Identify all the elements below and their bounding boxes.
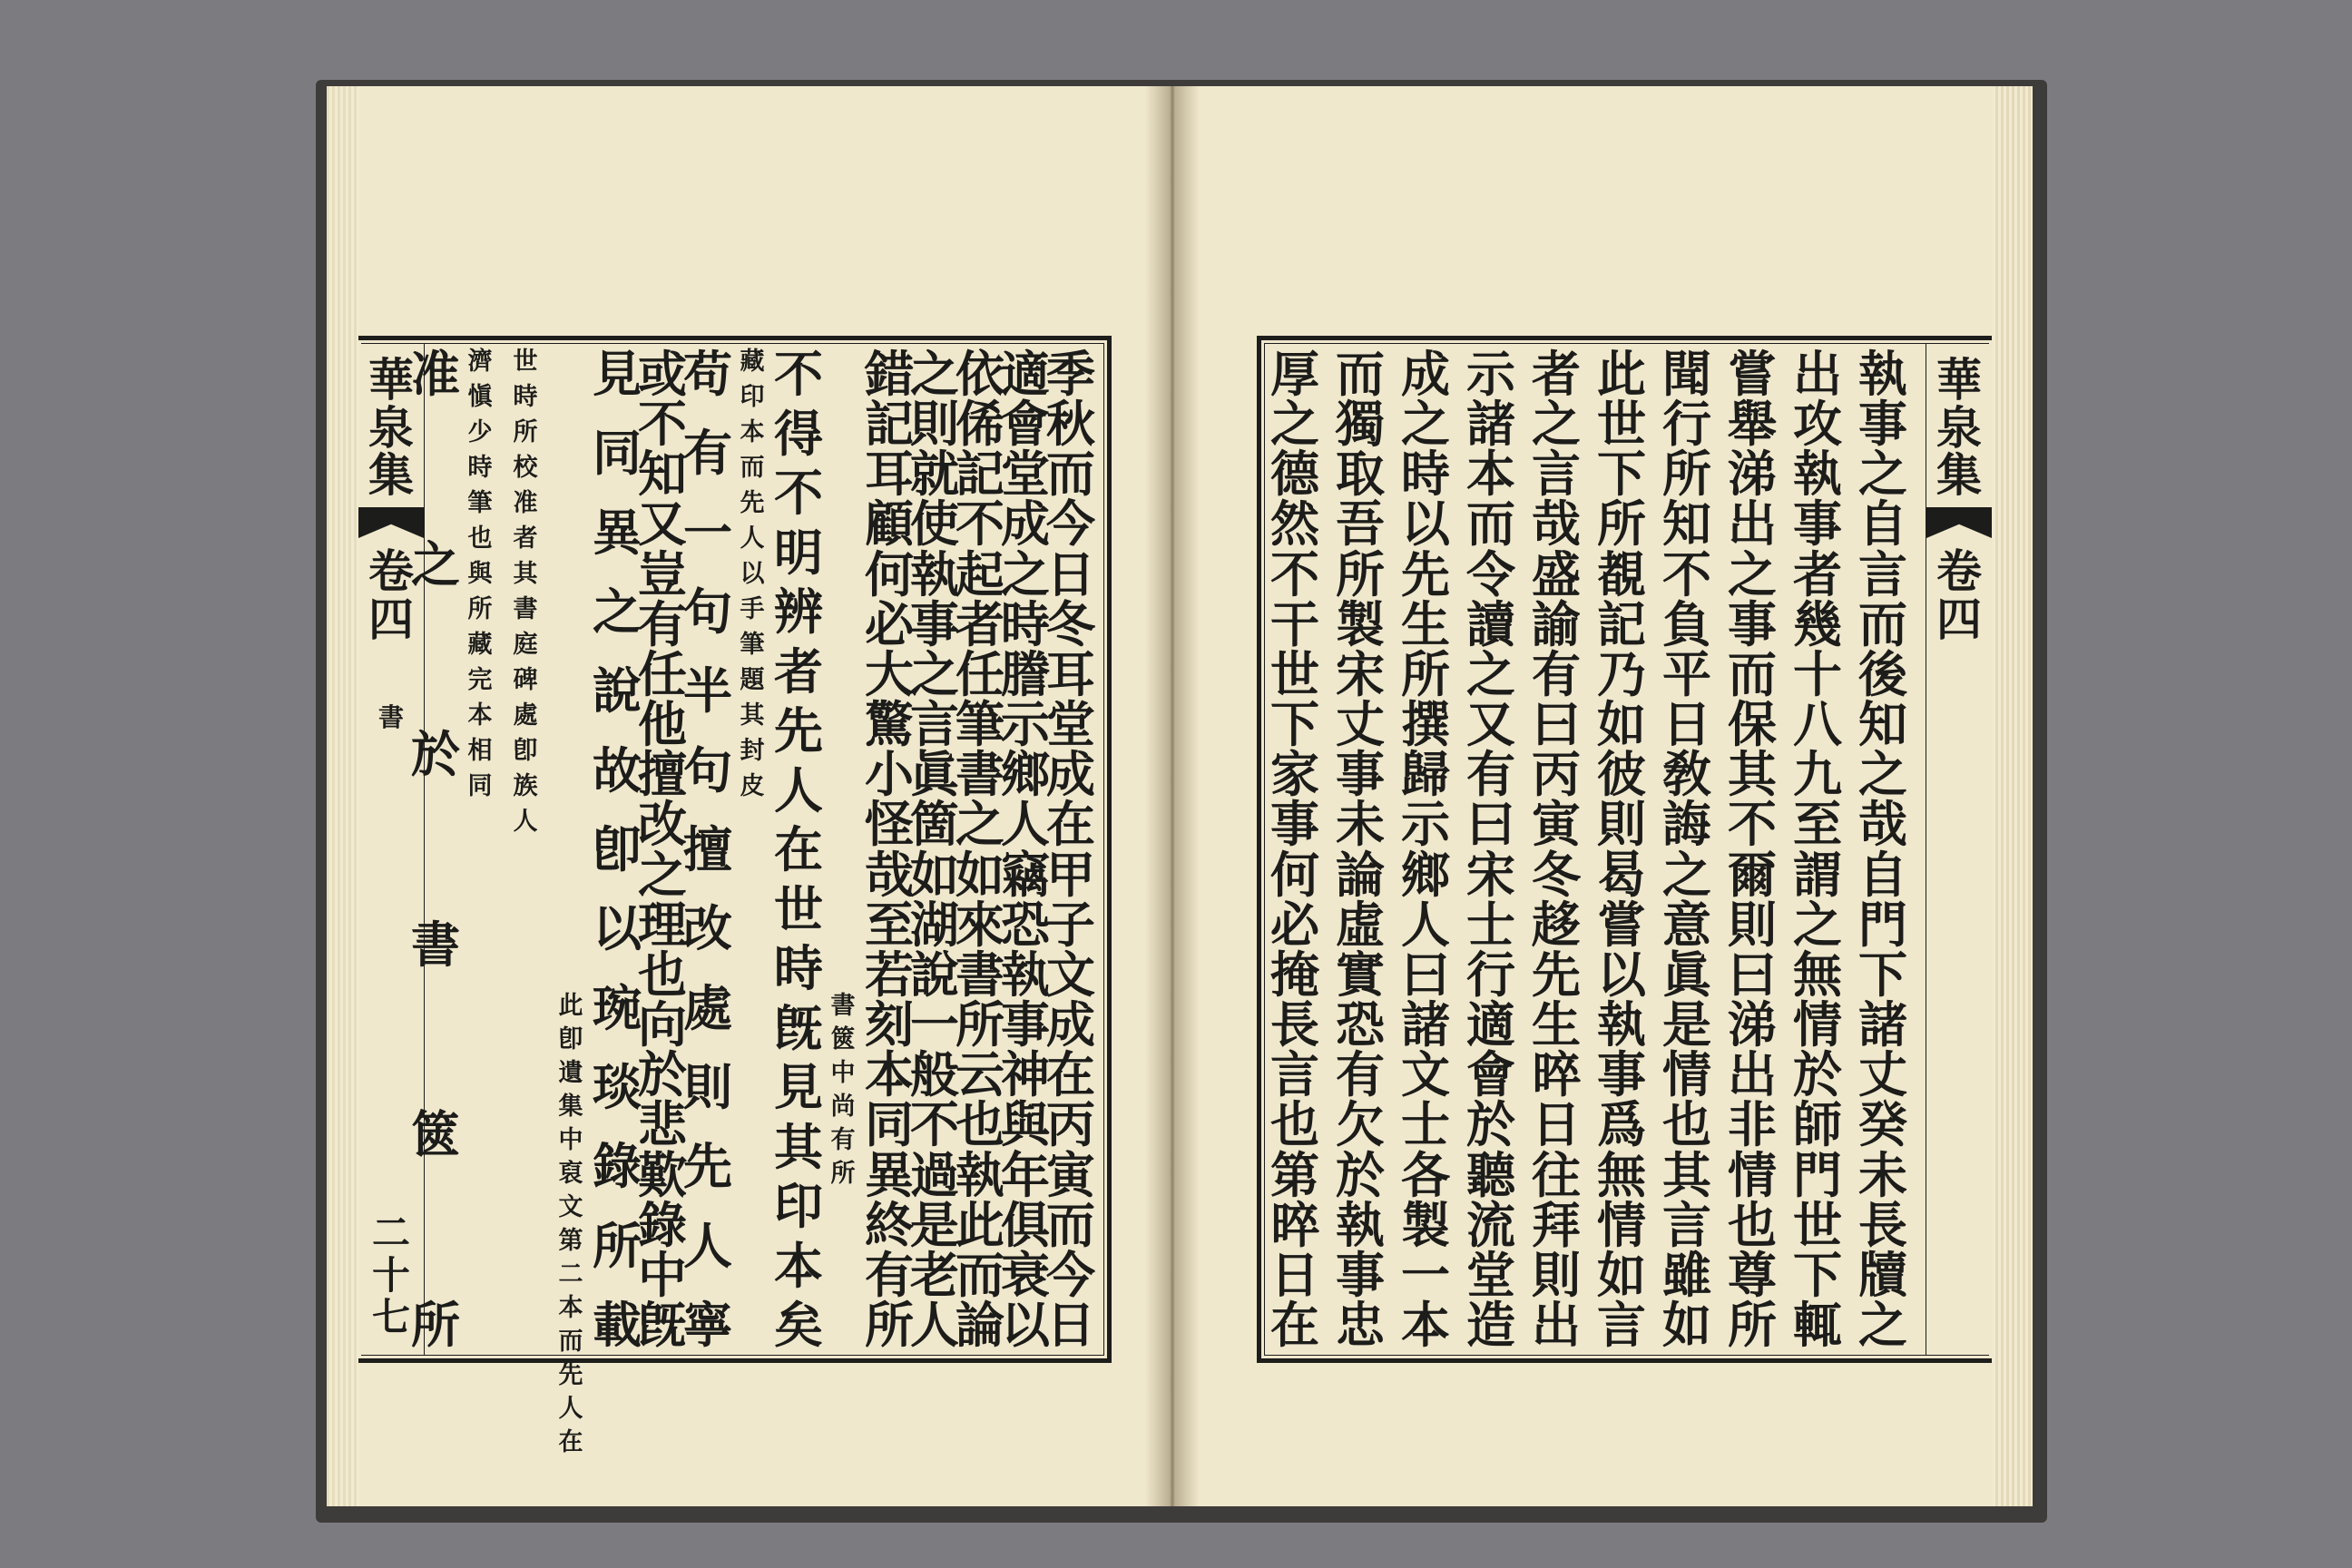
banxin-title: 華 泉 集 — [1936, 353, 1982, 502]
left-page-frame — [358, 336, 1112, 1456]
banxin-volume: 卷 四 — [1936, 544, 1982, 646]
text-column: 此 世 下 所 覩 記 乃 如 彼 則 曷 嘗 以 執 事 爲 無 情 如 言 — [1597, 345, 1646, 1354]
annotation-column: 此 卽 遺 集 中 裒 文 第 二 本 而 先 人 在 — [558, 992, 583, 1456]
right-banxin — [1926, 344, 1992, 1355]
annotation-column: 世 時 所 校 准 者 其 書 庭 碑 處 卽 族 人 — [513, 348, 538, 836]
text-column: 依 俙 記 不 起 者 任 筆 書 之 如 來 書 所 云 也 執 此 而 論 — [956, 345, 1004, 1354]
banxin-section: 書 — [377, 702, 404, 732]
text-column: 季 秋 而 今 日 冬 耳 堂 成 在 甲 子 文 成 在 丙 寅 而 今 日 — [1046, 345, 1095, 1354]
text-column: 者 之 言 哉 盛 諭 有 曰 丙 寅 冬 趍 先 生 晬 日 往 拜 則 出 — [1532, 345, 1581, 1354]
text-column: 聞 行 所 知 不 負 平 日 敎 誨 之 意 眞 是 情 也 其 言 雖 如 — [1662, 345, 1711, 1354]
banxin-volume: 卷 四 — [368, 544, 414, 646]
text-column: 而 獨 取 吾 所 製 宋 丈 事 未 論 虛 實 恐 有 欠 於 執 事 忠 — [1336, 345, 1385, 1354]
text-column: 成 之 時 以 先 生 所 撰 歸 示 鄉 人 曰 諸 文 士 各 製 一 本 — [1401, 345, 1450, 1354]
right-page-frame — [1257, 336, 1992, 1363]
text-column: 准 之 於 書 篋 所 — [411, 345, 460, 1354]
annotation-column: 藏 印 本 而 先 人 以 手 筆 題 其 封 皮 — [740, 348, 765, 800]
text-column: 苟 有 一 句 半 句 擅 改 處 則 先 人 寧 — [683, 345, 732, 1354]
text-column: 嘗 舉 涕 出 之 事 而 保 其 不 爾 則 曰 涕 出 非 情 也 尊 所 — [1728, 345, 1777, 1354]
text-column: 出 攻 執 事 者 幾 十 八 九 至 謂 之 無 情 於 師 門 世 下 輒 — [1793, 345, 1842, 1354]
text-column: 適 會 堂 成 之 時 謄 示 鄉 人 竊 恐 執 事 神 與 年 俱 衰 以 — [1001, 345, 1050, 1354]
text-column: 見 同 異 之 說 故 卽 以 琬 琰 錄 所 載 — [593, 345, 642, 1354]
annotation-column: 濟 愼 少 時 筆 也 與 所 藏 完 本 相 同 — [467, 348, 493, 800]
text-column: 執 事 之 自 言 而 後 知 之 哉 自 門 下 諸 丈 癸 未 長 牘 之 — [1858, 345, 1907, 1354]
book-gutter — [1145, 86, 1200, 1506]
right-page-edges — [1993, 86, 2033, 1506]
fishtail-mark — [1926, 507, 1992, 538]
text-column: 示 諸 本 而 令 讀 之 又 有 曰 宋 士 行 適 會 於 聽 流 堂 造 — [1466, 345, 1515, 1354]
page-number: 二 十 七 — [371, 1210, 410, 1339]
banxin-title: 華 泉 集 — [368, 353, 414, 502]
left-page-edges — [327, 86, 359, 1506]
text-column: 之 則 就 使 執 事 之 言 眞 箇 如 湖 說 一 般 不 過 是 老 人 — [910, 345, 959, 1354]
text-column: 厚 之 德 然 不 干 世 下 家 事 何 必 掩 長 言 也 第 晬 日 在 — [1270, 345, 1319, 1354]
annotation-column: 書 篋 中 尚 有 所 — [830, 992, 856, 1188]
text-column: 或 不 知 又 豈 有 任 他 擅 改 之 理 也 向 於 悲 歎 錄 中 旣 — [638, 345, 687, 1354]
text-column: 錯 記 耳 顧 何 必 大 驚 小 怪 哉 至 若 刻 本 同 異 終 有 所 — [865, 345, 914, 1354]
text-column: 不 得 不 明 辨 者 先 人 在 世 時 旣 見 其 印 本 矣 — [774, 345, 823, 1354]
